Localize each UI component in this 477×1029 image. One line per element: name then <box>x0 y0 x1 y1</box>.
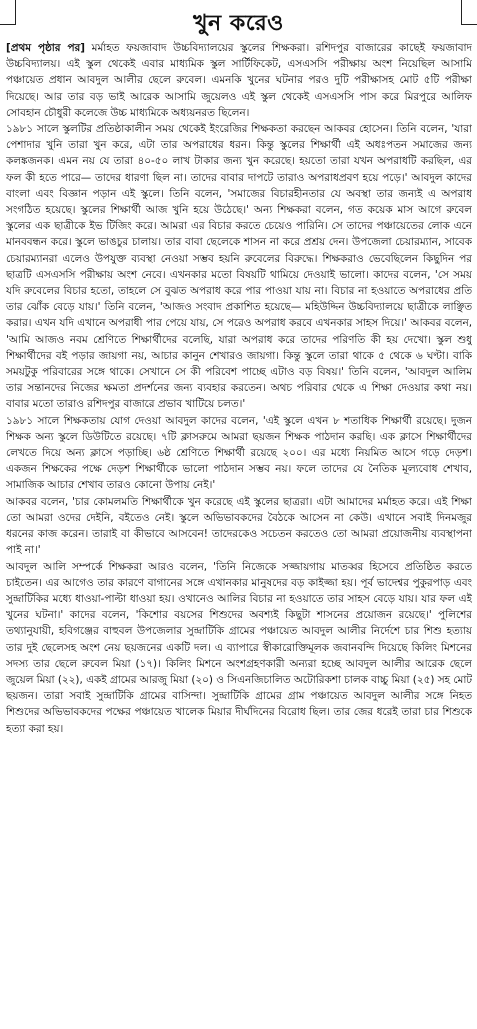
article-body <box>6 40 472 1025</box>
headline: খুন করেও <box>193 11 284 36</box>
article-paragraph-2: ১৯৮১ সালে স্কুলটির প্রতিষ্ঠাকালীন সময় থেকেই ইংরেজির শিক্ষকতা করছেন আকবর হোসেন। তিনি বলেন, 'যারা পেশাদার খুনি তারা খুন করে, এটা তার অপরাধের ধরন। কিন্তু স্কুলের শিক্ষার্থী এই অধঃপতন সমাজের জন্য কলঙ্কজনক। এমন নয় যে তারা ৪০-৫০ লাখ টাকার জন্য খুন করেছে। হয়তো তারা যখন অপরাধটি করছিল, এর ফল কী হতে পারে— তাদের ধারণা ছিল না। তাদের বাবার দাপটে তারাও অপরাধপ্রবণ হয়ে পড়ে।' আবদুল কাদের বাংলা এবং বিজ্ঞান পড়ান এই স্কুলে। তিনি বলেন, 'সমাজের বিচারহীনতার যে অবস্থা তার জন্যই এ অপরাধ সংগঠিত হয়েছে। স্কুলের শিক্ষার্থী আজ খুনি হয়ে উঠেছে।' অন্য শিক্ষকরা বলেন, গত কয়েক মাস আগে রুবেল স্কুলের এক ছাত্রীকে ইভ টিজিং করে। আমরা এর বিচার করতে চেয়েও পারিনি। সে তাদের পঞ্চায়েতের লোক এনে মানববন্ধন করে। স্কুলে ভাঙচুর চালায়। তার বাবা ছেলেকে শাসন না করে প্রশ্রয় দেন। উপজেলা চেয়ারম্যান, সাবেক চেয়ারম্যানরা এলেও উপযুক্ত ব্যবস্থা নেওয়া সম্ভব হয়নি রুবেলের বিরুদ্ধে। শিক্ষকরাও ভেবেছিলেন কিছুদিন পর ছাত্রটি এসএসসি পরীক্ষায় অংশ নেবে। এখনকার মতো বিষয়টি থামিয়ে দেওয়াই ভালো। কাদের বলেন, 'সে সময় যদি রুবেলের বিচার হতো, তাহলে সে বুঝত অপরাধ করে পার পাওয়া যায় না। বিচার না হওয়াতে অপরাধের প্রতি তার ঝোঁক বেড়ে যায়।' তিনি বলেন, 'আজও সংবাদ প্রকাশিত হয়েছে— মহিউদ্দিন উচ্চবিদ্যালয়ে ছাত্রীকে লাঞ্ছিত করার। এখন যদি এখানে অপরাধী পার পেয়ে যায়, সে পরেও অপরাধ করবে এখনকার সাহস দিয়ে।' আকবর বলেন, 'আমি আজও নবম শ্রেণিতে শিক্ষার্থীদের বলেছি, যারা অপরাধ করে তাদের পরিণতি কী হয় দেখো। স্কুল শুধু শিক্ষার্থীদের বই পড়ার জায়গা নয়, আচার কানুন শেখারও জায়গা। কিন্তু স্কুলে তারা থাকে ৫ থেকে ৬ ঘণ্টা। বাকি সময়টুকু পরিবারের সঙ্গে থাকে। সেখানে সে কী পরিবেশ পাচ্ছে এটাও বড় বিষয়।' তিনি বলেন, 'আবদুল আলিম তার সন্তানদের নিজের ক্ষমতা প্রদর্শনের জন্য ব্যবহার করতেন। অথচ পরিবার থেকে এ শিক্ষা দেওয়ার কথা নয়। বাবার মতো তারাও রশিদপুর বাজারে প্রভাব খাটিয়ে চলত।' <box>6 123 472 411</box>
article-paragraph-4: আকবর বলেন, 'চার কোমলমতি শিক্ষার্থীকে খুন করেছে এই স্কুলের ছাত্ররা। এটা আমাদের মর্মাহত করে। এই শিক্ষা তো আমরা ওদের দেইনি, বইতেও নেই। স্কুলে অভিভাবকদের বৈঠকে আসেন না কেউ। এখানে সবাই দিনমজুর ধরনের কাজ করেন। তারাই বা কীভাবে আসবেন! তাদেরকেও সচেতন করতেও তো আমরা প্রয়োজনীয় ব্যবস্থাপনা পাই না।' <box>6 495 472 557</box>
paragraph-text: মর্মাহত ফয়জাবাদ উচ্চবিদ্যালয়ের স্কুলের শিক্ষকরা। রশিদপুর বাজারের কাছেই ফয়জাবাদ উচ্চবিদ্যালয়। এই স্কুল থেকেই এবার মাধ্যমিক স্কুল সার্টিফিকেট, এসএসসি পরীক্ষায় অংশ নিয়েছিল আসামি পঞ্চায়েত প্রধান আবদুল আলীর ছেলে রুবেল। এমনকি খুনের ঘটনার পরও দুটি পরীক্ষাসহ মোট ৫টি পরীক্ষা দিয়েছে। আর তার বড় ভাই আরেক আসামি জুয়েলও এই স্কুল থেকেই এসএসসি পাস করে মিরপুরে আলিফ সোবহান চৌধুরী কলেজে উচ্চ মাধ্যমিকে অধ্যয়নরত ছিলেন। <box>6 42 472 119</box>
article-paragraph-1 <box>6 40 472 121</box>
continuation-label: [প্রথম পৃষ্ঠার পর] <box>6 42 86 54</box>
article-paragraph-5: আবদুল আলি সম্পর্কে শিক্ষকরা আরও বলেন, 'তিনি নিজেকে সজ্জায়গায় মাতব্বর হিসেবে প্রতিষ্ঠিত করতে চাইতেন। এর আগেও তার কারণে বাগানের সঙ্গে এখানকার মানুষদের বড় কাইজ্জা হয়। পূর্ব ভাদেশ্বর পুকুরপাড় এবং সুন্দ্রাটিকির মধ্যে ধাওয়া-পাল্টা ধাওয়া হয়। ওখানেও আলির বিচার না হওয়াতে তার সাহস বেড়ে যায়। যার ফল এই খুনের ঘটনা।' কাদের বলেন, 'কিশোর বয়সের শিশুদের অবশ্যই কিছুটা শাসনের প্রয়োজন রয়েছে।' পুলিশের তথ্যানুযায়ী, হবিগঞ্জের বাহুবল উপজেলার সুন্দ্রাটিকি গ্রামের পঞ্চায়েত আবদুল আলীর নির্দেশে চার শিশু হত্যায় তার দুই ছেলেসহ অংশ নেয় ছয়জনের একটি দল। এ ব্যাপারে স্বীকারোক্তিমূলক জবানবন্দি দিয়েছে কিলিং মিশনের সদস্য তার ছেলে রুবেল মিয়া (১৭)। কিলিং মিশনে অংশগ্রহণকারী অন্যরা হচ্ছে আবদুল আলীর আরেক ছেলে জুয়েল মিয়া (২২), একই গ্রামের আরজু মিয়া (২০) ও সিএনজিচালিত অটোরিকশা চালক বাচ্চু মিয়া (২৫) সহ মোট ছয়জন। তারা সবাই সুন্দ্রাটিকি গ্রামের বাসিন্দা। সুন্দ্রাটিকি গ্রামের গ্রাম পঞ্চায়েত আবদুল আলীর সঙ্গে নিহত শিশুদের অভিভাবকদের পক্ষের পঞ্চায়েত খালেক মিয়ার দীর্ঘদিনের বিরোধ ছিল। তার জের ধরেই তারা চার শিশুকে হত্যা করা হয়। <box>6 560 472 735</box>
article-paragraph-3: ১৯৮১ সালে শিক্ষকতায় যোগ দেওয়া আবদুল কাদের বলেন, 'এই স্কুলে এখন ৮ শতাধিক শিক্ষার্থী রয়েছে। দুজন শিক্ষক অন্য স্কুলে ডিউটিতে রয়েছে। ৭টি ক্লাসরুমে আমরা ছয়জন শিক্ষক পাঠদান করছি। এক ক্লাসে শিক্ষার্থীদের লেখতে দিয়ে অন্য ক্লাসে পড়াচ্ছি। ৬ষ্ঠ শ্রেণিতে শিক্ষার্থী রয়েছে ২০০। এর মধ্যে নিয়মিত আসে গড়ে দেড়শ। একজন শিক্ষকের পক্ষে দেড়শ শিক্ষার্থীকে ভালো পাঠদান সম্ভব নয়। ফলে তাদের যে নৈতিক মূল্যবোধ শেখাব, সামাজিক আচার শেখাব তারও কোনো উপায় নেই।' <box>6 414 472 492</box>
